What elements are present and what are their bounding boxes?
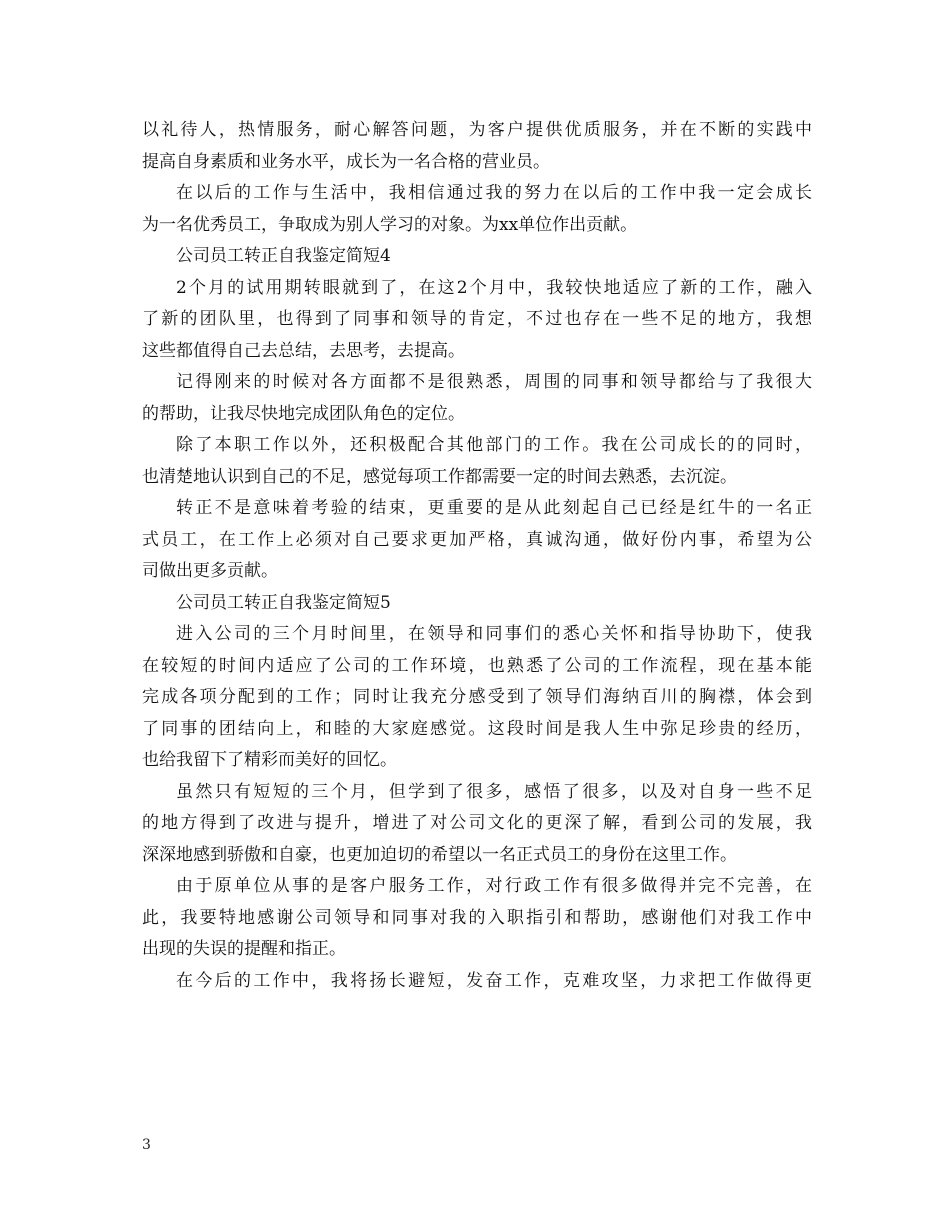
section-heading <box>142 588 812 620</box>
paragraph-line: 的帮助，让我尽快地完成团队角色的定位。 <box>142 403 465 424</box>
paragraph-line: 2个月的试用期转眼就到了，在这2个月中，我较快地适应了新的工作，融入 <box>176 277 812 298</box>
paragraph <box>142 871 812 966</box>
paragraph <box>142 777 812 872</box>
heading-text: 公司员工转正自我鉴定简短5 <box>176 592 391 613</box>
paragraph-line: 在今后的工作中，我将扬长避短，发奋工作，克难攻坚，力求把工作做得更 <box>176 970 812 991</box>
paragraph-line: 由于原单位从事的是客户服务工作，对行政工作有很多做得并完不完善，在 <box>176 876 812 896</box>
paragraph-line: 进入公司的三个月时间里，在领导和同事们的悉心关怀和指导协助下，使我 <box>176 624 812 644</box>
paragraph-line: 也清楚地认识到自己的不足，感觉每项工作都需要一定的时间去熟悉，去沉淀。 <box>142 466 737 487</box>
paragraph-line: 以礼待人，热情服务，耐心解答问题，为客户提供优质服务，并在不断的实践中 <box>142 120 812 140</box>
paragraph <box>142 367 812 430</box>
document-body <box>142 115 812 997</box>
paragraph-line: 转正不是意味着考验的结束，更重要的是从此刻起自己已经是红牛的一名正 <box>176 498 812 518</box>
paragraph-line: 记得刚来的时候对各方面都不是很熟悉，周围的同事和领导都给与了我很大 <box>176 372 812 392</box>
paragraph-line: 出现的失误的提醒和指正。 <box>142 939 346 959</box>
paragraph-line: 了同事的团结向上，和睦的大家庭感觉。这段时间是我人生中弥足珍贵的经历， <box>142 718 812 739</box>
paragraph-line: 的地方得到了改进与提升，增进了对公司文化的更深了解，看到公司的发展，我 <box>142 813 812 833</box>
heading-text: 公司员工转正自我鉴定简短4 <box>176 246 391 266</box>
paragraph-line: 也给我留下了精彩而美好的回忆。 <box>142 750 397 770</box>
paragraph-line: 司做出更多贡献。 <box>142 561 278 581</box>
paragraph-line: 提高自身素质和业务水平，成长为一名合格的营业员。 <box>142 151 550 172</box>
paragraph-line: 深深地感到骄傲和自豪，也更加迫切的希望以一名正式员工的身份在这里工作。 <box>142 844 737 865</box>
paragraph-line: 除了本职工作以外，还积极配合其他部门的工作。我在公司成长的的同时， <box>176 435 812 455</box>
paragraph-line: 在以后的工作与生活中，我相信通过我的努力在以后的工作中我一定会成长 <box>176 183 812 203</box>
paragraph <box>142 966 812 998</box>
section-heading <box>142 241 812 273</box>
paragraph <box>142 115 812 178</box>
paragraph-line: 完成各项分配到的工作；同时让我充分感受到了领导们海纳百川的胸襟，体会到 <box>142 687 812 707</box>
paragraph-line: 式员工，在工作上必须对自己要求更加严格，真诚沟通，做好份内事，希望为公 <box>142 529 812 550</box>
paragraph-line: 这些都值得自己去总结，去思考，去提高。 <box>142 340 465 361</box>
paragraph <box>142 430 812 493</box>
paragraph-line: 虽然只有短短的三个月，但学到了很多，感悟了很多，以及对自身一些不足 <box>176 781 812 802</box>
paragraph-line: 了新的团队里，也得到了同事和领导的肯定，不过也存在一些不足的地方，我想 <box>142 309 812 329</box>
paragraph-line: 此，我要特地感谢公司领导和同事对我的入职指引和帮助，感谢他们对我工作中 <box>142 907 812 928</box>
paragraph-line: 在较短的时间内适应了公司的工作环境，也熟悉了公司的工作流程，现在基本能 <box>142 655 812 676</box>
paragraph <box>142 619 812 777</box>
paragraph <box>142 273 812 368</box>
paragraph-line: 为一名优秀员工，争取成为别人学习的对象。为xx单位作出贡献。 <box>142 214 638 235</box>
paragraph <box>142 178 812 241</box>
paragraph <box>142 493 812 588</box>
page-number: 3 <box>142 1137 151 1153</box>
